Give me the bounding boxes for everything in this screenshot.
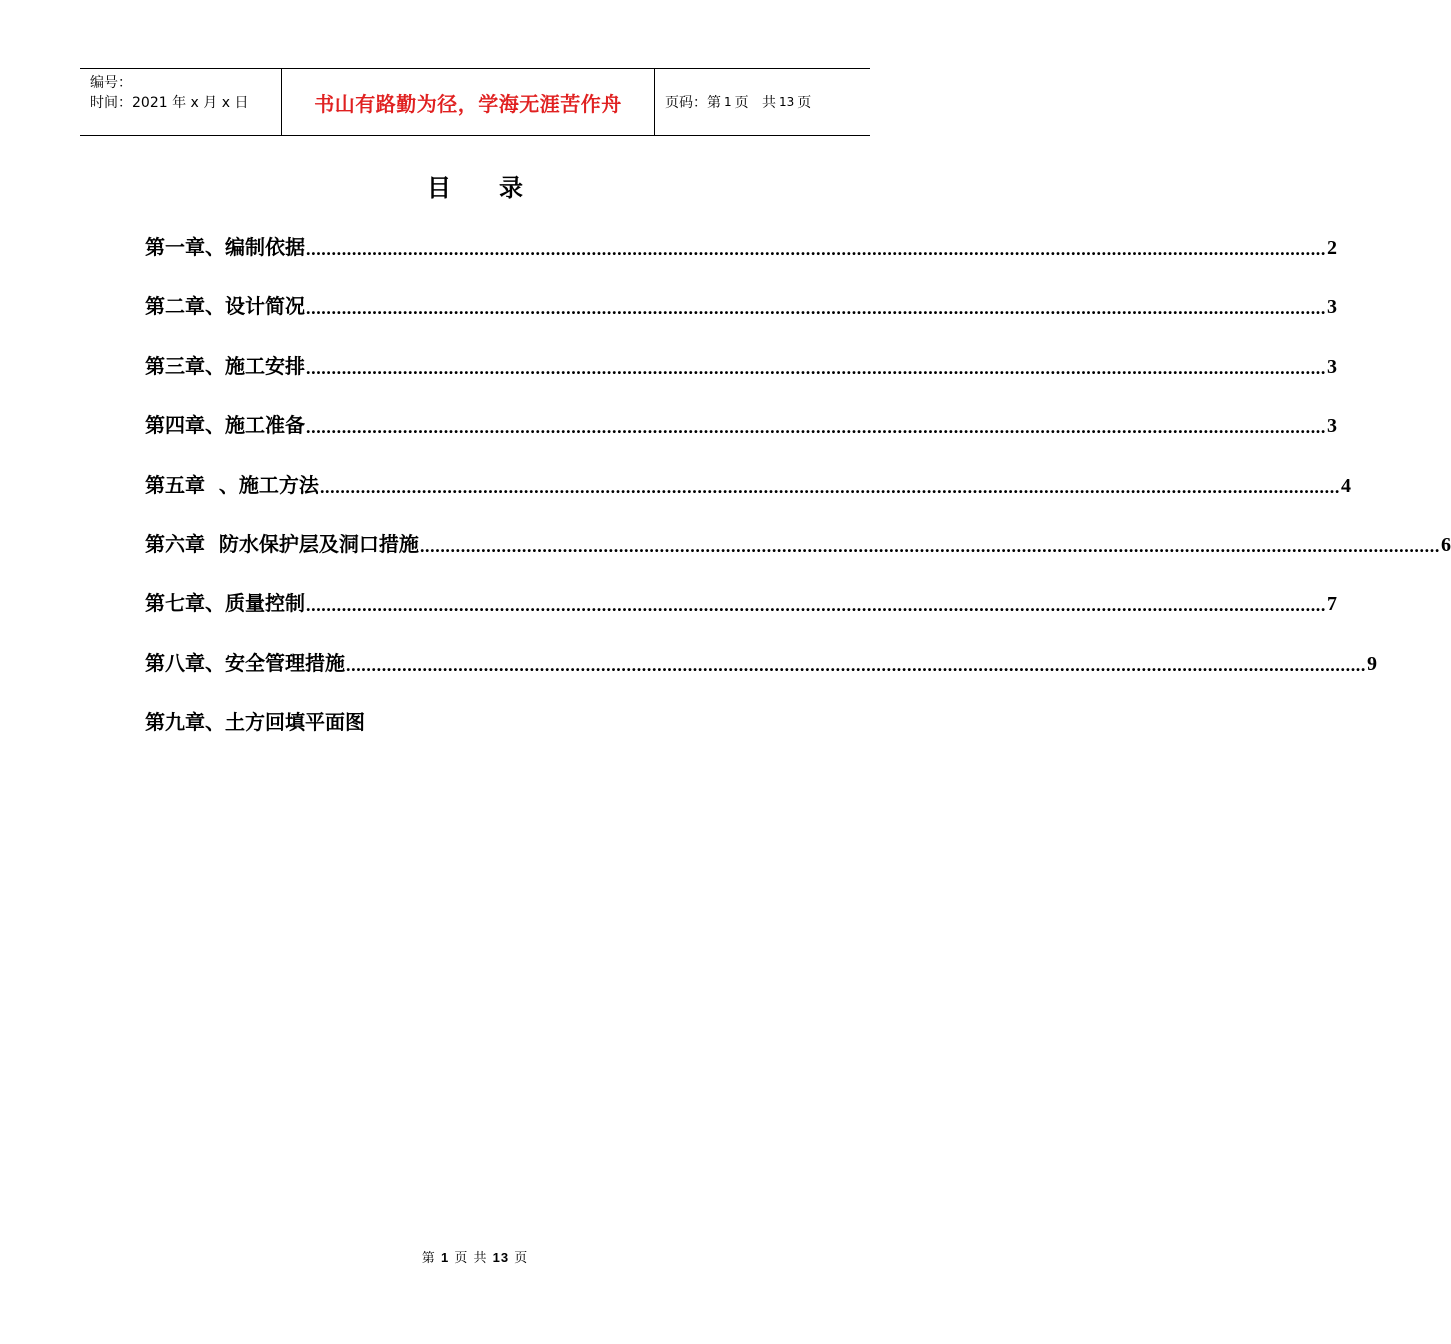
toc-title-right: 录 [499, 173, 523, 202]
footer-page-current: 1 [440, 1250, 450, 1265]
toc-title [0, 168, 950, 203]
toc-dot-leader: ........................................................................................................................................................................................................ [306, 357, 1326, 378]
footer-mid: 页 共 [454, 1251, 488, 1266]
toc-item[interactable] [145, 523, 1451, 557]
page-footer [0, 1247, 950, 1266]
header-page-prefix: 页码：第 [665, 95, 721, 111]
toc-item-page: 3 [1327, 296, 1337, 319]
header-page-suffix: 页 [797, 95, 812, 111]
document-number-label: 编号： [90, 75, 132, 91]
toc-item-page: 4 [1340, 474, 1351, 497]
toc-item[interactable] [145, 582, 1337, 616]
footer-page-total: 13 [492, 1250, 510, 1265]
toc-item-label: 第四章、施工准备 [145, 413, 305, 438]
header-page-total: 13 [779, 95, 795, 109]
toc-item-page: 3 [1327, 415, 1337, 438]
toc-dot-leader: ........................................................................................................................................................................................................ [419, 535, 1440, 556]
toc-title-left: 目 [427, 173, 451, 202]
toc-item-page: 2 [1327, 237, 1337, 259]
toc-item[interactable] [145, 226, 1337, 260]
toc-item-label: 第七章、质量控制 [145, 591, 305, 616]
toc-item-label: 第五章 、施工方法 [145, 472, 319, 497]
toc-item-label: 第九章、土方回填平面图 [145, 710, 365, 735]
toc-item-label: 第六章 防水保护层及洞口措施 [145, 531, 419, 556]
document-date: 时间：2021 年 x 月 x 日 [90, 95, 249, 111]
toc-item[interactable] [145, 345, 1337, 379]
toc-item-page: 3 [1327, 355, 1337, 378]
table-of-contents [145, 226, 1451, 761]
header-page-info [655, 69, 870, 135]
toc-item-page: 7 [1327, 593, 1337, 616]
header-motto-cell [282, 69, 655, 135]
toc-item-label: 第二章、设计简况 [145, 294, 305, 319]
toc-dot-leader: ........................................................................................................................................................................................................ [306, 239, 1326, 259]
toc-item-page: 6 [1440, 533, 1451, 556]
footer-suffix: 页 [514, 1251, 529, 1266]
header-meta [80, 69, 282, 135]
header-page-mid: 页 共 [734, 95, 776, 111]
toc-item[interactable] [145, 701, 807, 735]
toc-item-page: 9 [1367, 652, 1377, 675]
toc-item-label: 第八章、安全管理措施 [145, 650, 345, 675]
toc-dot-leader: ........................................................................................................................................................................................................ [319, 476, 1340, 497]
toc-item[interactable] [145, 642, 1377, 676]
toc-dot-leader: ........................................................................................................................................................................................................ [346, 654, 1366, 675]
toc-item[interactable] [145, 285, 1337, 319]
page-header [80, 68, 870, 136]
toc-dot-leader: ........................................................................................................................................................................................................ [306, 595, 1326, 616]
toc-item-label: 第三章、施工安排 [145, 353, 305, 378]
header-page-current: 1 [724, 95, 732, 109]
toc-item[interactable] [145, 404, 1337, 438]
toc-dot-leader: ........................................................................................................................................................................................................ [306, 417, 1326, 438]
motto-text: 书山有路勤为径，学海无涯苦作舟 [314, 91, 622, 116]
footer-prefix: 第 [421, 1251, 436, 1266]
toc-dot-leader: ........................................................................................................................................................................................................ [306, 298, 1326, 319]
toc-item-label: 第一章、编制依据 [145, 235, 305, 259]
toc-item[interactable] [145, 464, 1351, 498]
